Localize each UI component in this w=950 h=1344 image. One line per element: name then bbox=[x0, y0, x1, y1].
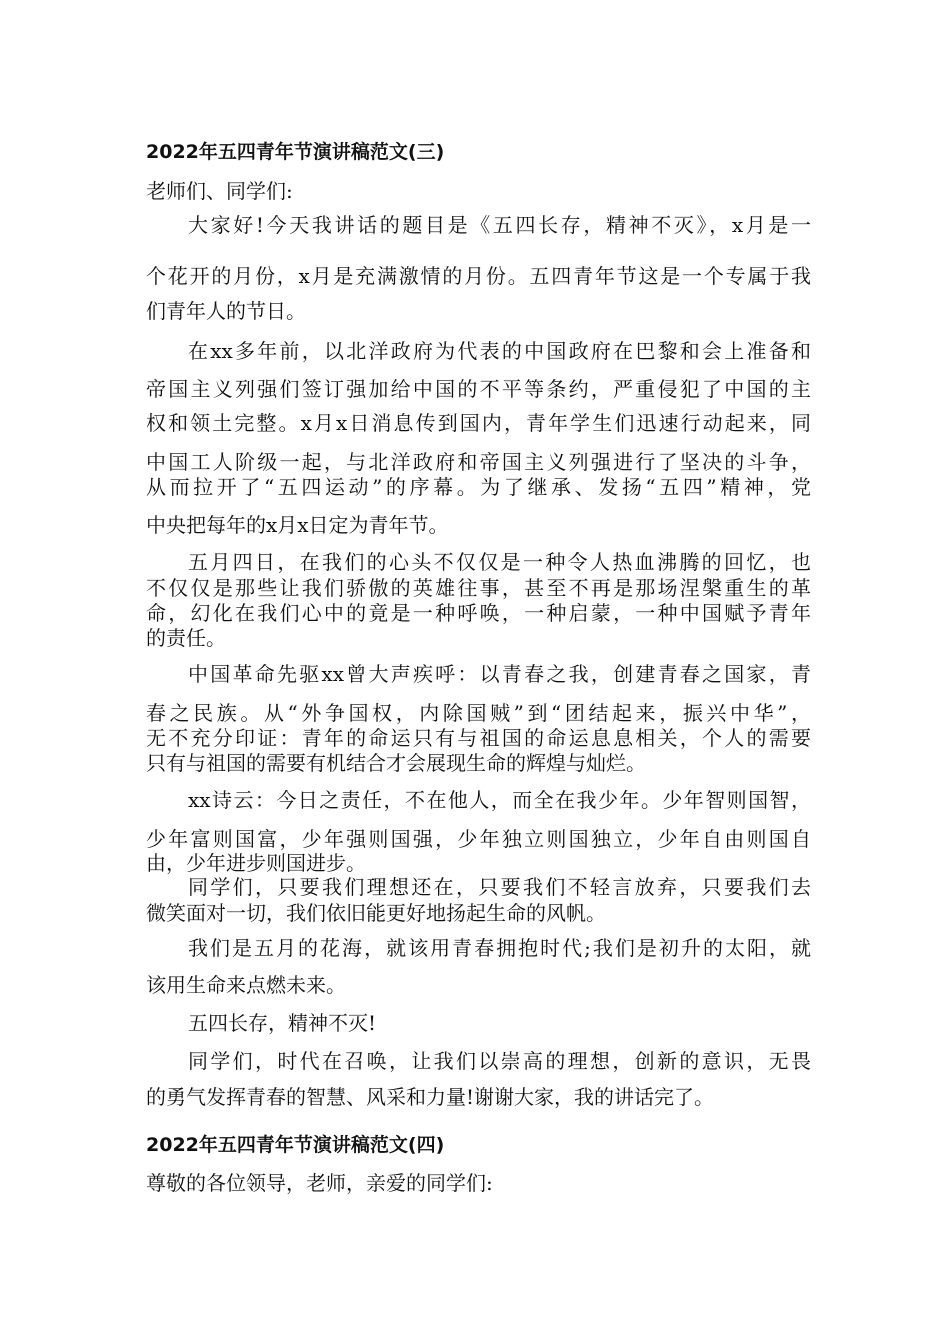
paragraph-line: 的责任。 bbox=[146, 626, 226, 650]
paragraph-line: 不仅仅是那些让我们骄傲的英雄往事，甚至不再是那场涅槃重生的革 bbox=[146, 576, 811, 600]
paragraph-line: 命，幻化在我们心中的竟是一种呼唤，一种启蒙，一种中国赋予青年 bbox=[146, 601, 811, 625]
paragraph-line: 们青年人的节日。 bbox=[146, 299, 306, 323]
paragraph-line: 同学们，时代在召唤，让我们以崇高的理想，创新的意识，无畏 bbox=[188, 1049, 811, 1073]
paragraph-line: 个花开的月份，x月是充满激情的月份。五四青年节这是一个专属于我 bbox=[146, 264, 811, 288]
paragraph-line: 春之民族。从“外争国权，内除国贼”到“团结起来，振兴中华”， bbox=[146, 701, 811, 725]
paragraph-line: 的勇气发挥青春的智慧、风采和力量!谢谢大家，我的讲话完了。 bbox=[146, 1085, 715, 1109]
paragraph-line: 同学们，只要我们理想还在，只要我们不轻言放弃，只要我们去 bbox=[188, 875, 811, 899]
paragraph-line: 从而拉开了“五四运动”的序幕。为了继承、发扬“五四”精神，党 bbox=[146, 475, 811, 499]
salutation: 老师们、同学们: bbox=[146, 179, 293, 203]
paragraph-line: 我们是五月的花海，就该用青春拥抱时代;我们是初升的太阳，就 bbox=[188, 936, 811, 960]
paragraph-line: 中国革命先驱xx曾大声疾呼：以青春之我，创建青春之国家，青 bbox=[188, 662, 811, 686]
paragraph-line: 由，少年进步则国进步。 bbox=[146, 851, 366, 875]
section-heading: 2022年五四青年节演讲稿范文(三) bbox=[146, 141, 445, 163]
paragraph-line: 中央把每年的x月x日定为青年节。 bbox=[146, 513, 449, 537]
paragraph-line: 帝国主义列强们签订强加给中国的不平等条约，严重侵犯了中国的主 bbox=[146, 377, 811, 401]
paragraph-line: 只有与祖国的需要有机结合才会展现生命的辉煌与灿烂。 bbox=[146, 751, 646, 775]
paragraph-line: 在xx多年前，以北洋政府为代表的中国政府在巴黎和会上准备和 bbox=[188, 339, 811, 363]
paragraph-line: 该用生命来点燃未来。 bbox=[146, 973, 346, 997]
paragraph-line: xx诗云：今日之责任，不在他人，而全在我少年。少年智则国智， bbox=[188, 788, 811, 812]
paragraph-line: 少年富则国富，少年强则国强，少年独立则国独立，少年自由则国自 bbox=[146, 827, 811, 851]
paragraph-line: 微笑面对一切，我们依旧能更好地扬起生命的风帆。 bbox=[146, 901, 606, 925]
salutation: 尊敬的各位领导，老师，亲爱的同学们: bbox=[146, 1171, 493, 1195]
paragraph-line: 大家好!今天我讲话的题目是《五四长存，精神不灭》，x月是一 bbox=[188, 213, 811, 237]
paragraph-line: 五月四日，在我们的心头不仅仅是一种令人热血沸腾的回忆，也 bbox=[188, 550, 811, 574]
paragraph-line: 无不充分印证：青年的命运只有与祖国的命运息息相关，个人的需要 bbox=[146, 726, 811, 750]
section-heading: 2022年五四青年节演讲稿范文(四) bbox=[146, 1134, 445, 1156]
paragraph-line: 权和领土完整。x月x日消息传到国内，青年学生们迅速行动起来，同 bbox=[146, 411, 811, 435]
paragraph-line: 五四长存，精神不灭! bbox=[188, 1011, 377, 1035]
paragraph-line: 中国工人阶级一起，与北洋政府和帝国主义列强进行了坚决的斗争， bbox=[146, 450, 811, 474]
